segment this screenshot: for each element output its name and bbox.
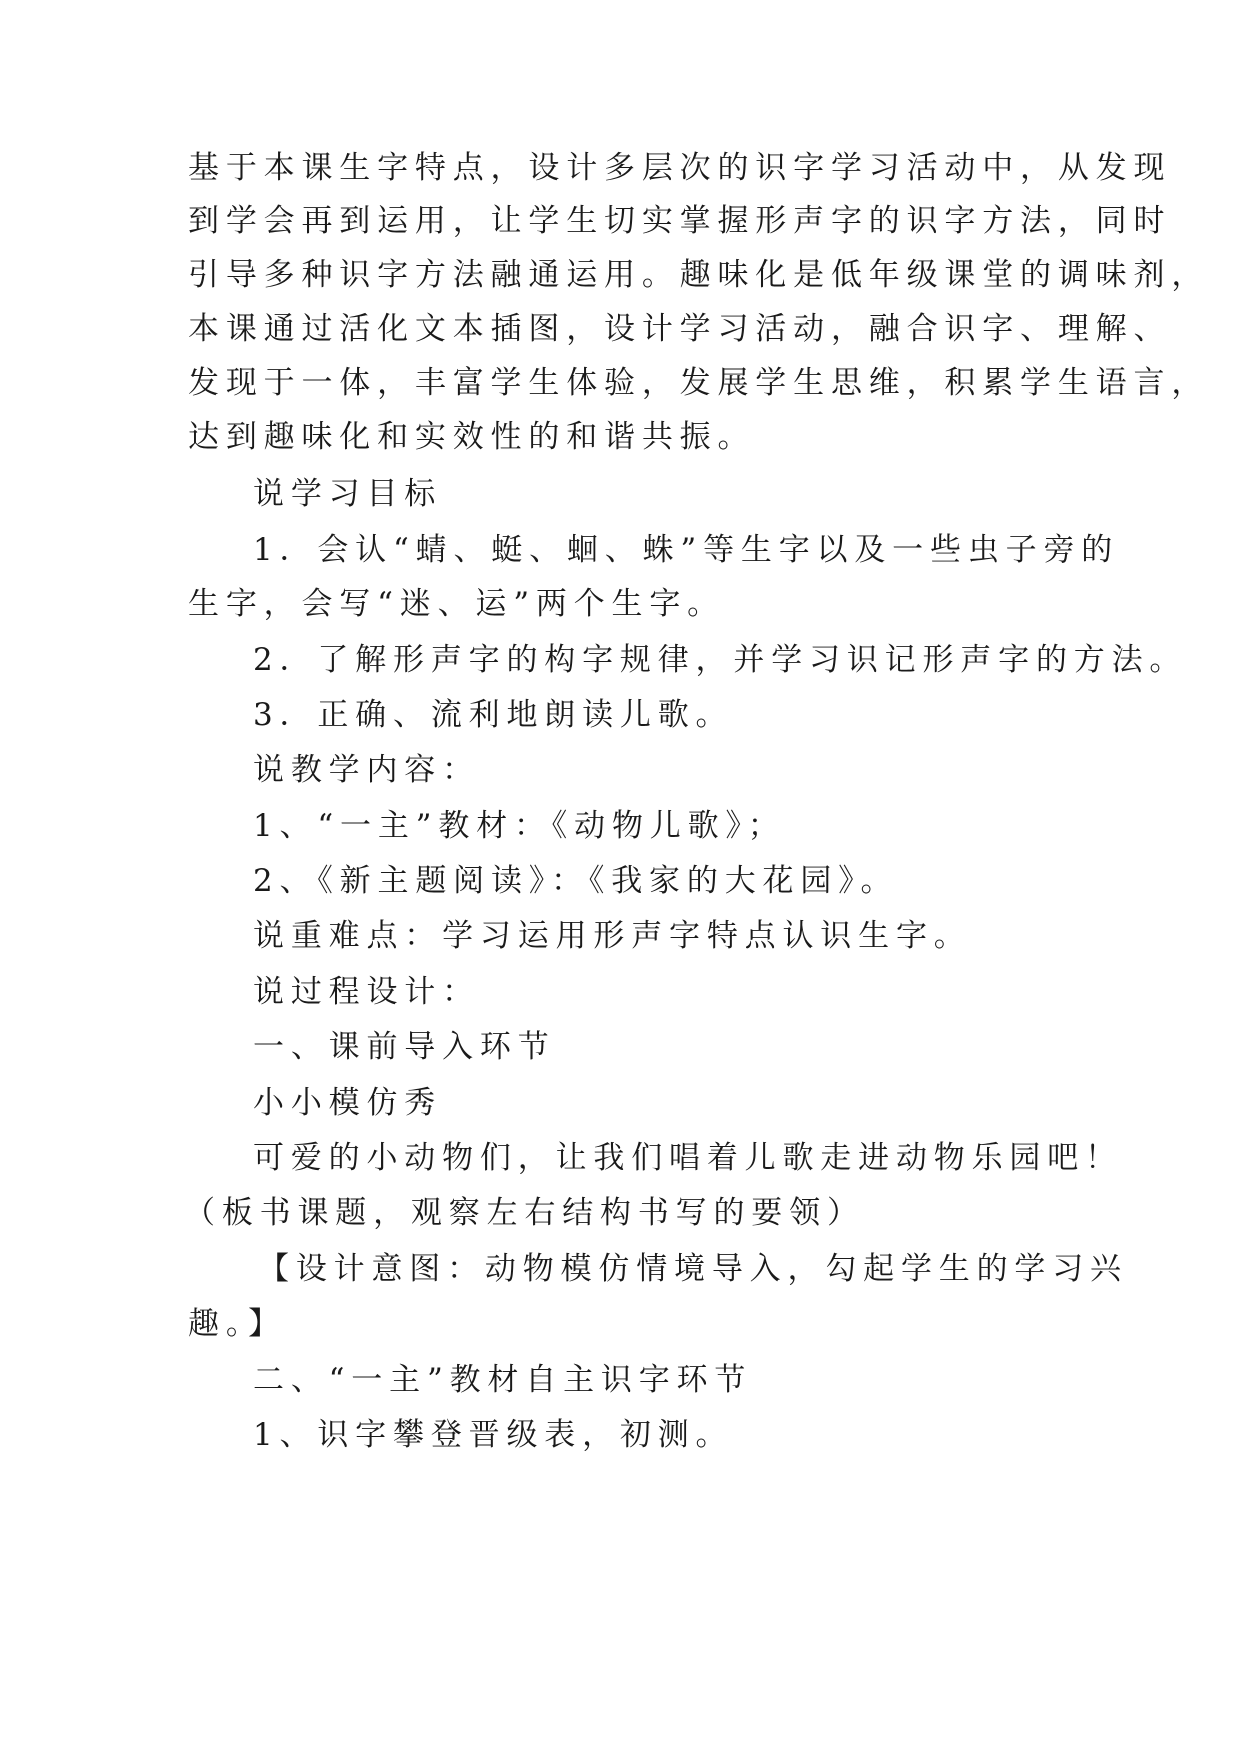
content-heading: 说教学内容： xyxy=(253,752,480,788)
goals-heading: 说学习目标 xyxy=(253,476,443,512)
section-1-note: （板书课题，观察左右结构书写的要领） xyxy=(184,1195,865,1231)
difficulty-text: 说重难点：学习运用形声字特点认识生字。 xyxy=(253,918,972,954)
intro-line-2: 到学会再到运用，让学生切实掌握形声字的识字方法，同时 xyxy=(188,203,1172,239)
intro-line-4: 本课通过活化文本插图，设计学习活动，融合识字、理解、 xyxy=(188,311,1172,347)
intro-line-1: 基于本课生字特点，设计多层次的识字学习活动中，从发现 xyxy=(188,150,1172,186)
intro-line-5: 发现于一体，丰富学生体验，发展学生思维，积累学生语言， xyxy=(188,365,1210,401)
section-1-subheading: 小小模仿秀 xyxy=(253,1085,443,1121)
section-1-heading: 一、课前导入环节 xyxy=(253,1029,556,1065)
goal-2: 2．了解形声字的构字规律，并学习识记形声字的方法。 xyxy=(253,642,1188,678)
content-item-2: 2、《新主题阅读》：《我家的大花园》。 xyxy=(253,863,899,899)
section-1-text: 可爱的小动物们，让我们唱着儿歌走进动物乐园吧！ xyxy=(253,1140,1123,1176)
intro-line-3: 引导多种识字方法融通运用。趣味化是低年级课堂的调味剂， xyxy=(188,257,1210,293)
goal-1-line-1: 1．会认“蜻、蜓、蛔、蛛”等生字以及一些虫子旁的 xyxy=(253,532,1120,568)
design-intent-line-1: 【设计意图：动物模仿情境导入，勾起学生的学习兴 xyxy=(258,1251,1128,1287)
intro-line-6: 达到趣味化和实效性的和谐共振。 xyxy=(188,419,756,455)
goal-1-line-2: 生字，会写“迷、运”两个生字。 xyxy=(188,586,725,622)
section-2-item-1: 1、识字攀登晋级表，初测。 xyxy=(253,1417,734,1453)
section-2-heading: 二、“一主”教材自主识字环节 xyxy=(253,1362,753,1398)
goal-3: 3．正确、流利地朗读儿歌。 xyxy=(253,697,734,733)
design-intent-line-2: 趣。】 xyxy=(188,1306,286,1342)
content-item-1: 1、“一主”教材：《动物儿歌》； xyxy=(253,808,786,844)
process-heading: 说过程设计： xyxy=(253,974,480,1010)
